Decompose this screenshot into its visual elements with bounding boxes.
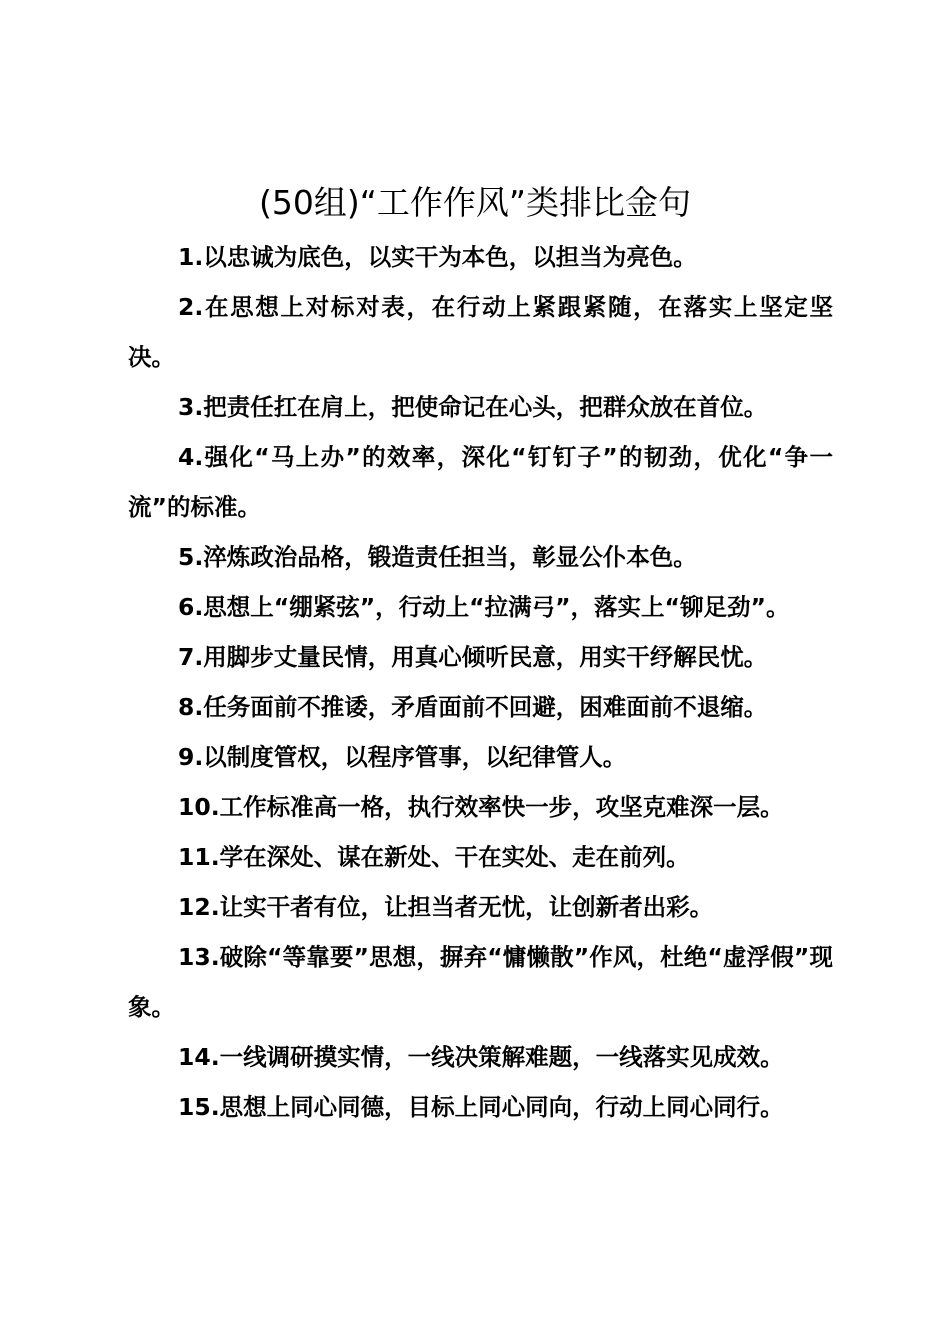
- list-item: 2.在思想上对标对表，在行动上紧跟紧随，在落实上坚定坚决。: [128, 293, 833, 371]
- list-item: 12.让实干者有位，让担当者无忧，让创新者出彩。: [178, 893, 714, 921]
- list-item: 10.工作标准高一格，执行效率快一步，攻坚克难深一层。: [178, 793, 784, 821]
- list-item: 9.以制度管权，以程序管事，以纪律管人。: [178, 743, 627, 771]
- list-item: 4.强化“马上办”的效率，深化“钉钉子”的韧劲，优化“争一流”的标准。: [128, 443, 833, 521]
- list-item: 7.用脚步丈量民情，用真心倾听民意，用实干纾解民忧。: [178, 643, 768, 671]
- document-title: (50组)“工作作风”类排比金句: [259, 183, 691, 222]
- list-item: 13.破除“等靠要”思想，摒弃“慵懒散”作风，杜绝“虚浮假”现象。: [128, 943, 833, 1021]
- list-item: 14.一线调研摸实情，一线决策解难题，一线落实见成效。: [178, 1043, 784, 1071]
- list-item: 1.以忠诚为底色，以实干为本色，以担当为亮色。: [178, 243, 697, 271]
- list-item: 15.思想上同心同德，目标上同心同向，行动上同心同行。: [178, 1093, 784, 1121]
- list-item: 3.把责任扛在肩上，把使命记在心头，把群众放在首位。: [178, 393, 768, 421]
- list-item: 11.学在深处、谋在新处、干在实处、走在前列。: [178, 843, 690, 871]
- list-item: 5.淬炼政治品格，锻造责任担当，彰显公仆本色。: [178, 543, 697, 571]
- list-item: 8.任务面前不推诿，矛盾面前不回避，困难面前不退缩。: [178, 693, 768, 721]
- list-item: 6.思想上“绷紧弦”，行动上“拉满弓”，落实上“铆足劲”。: [178, 593, 790, 621]
- document-body: [128, 232, 833, 1132]
